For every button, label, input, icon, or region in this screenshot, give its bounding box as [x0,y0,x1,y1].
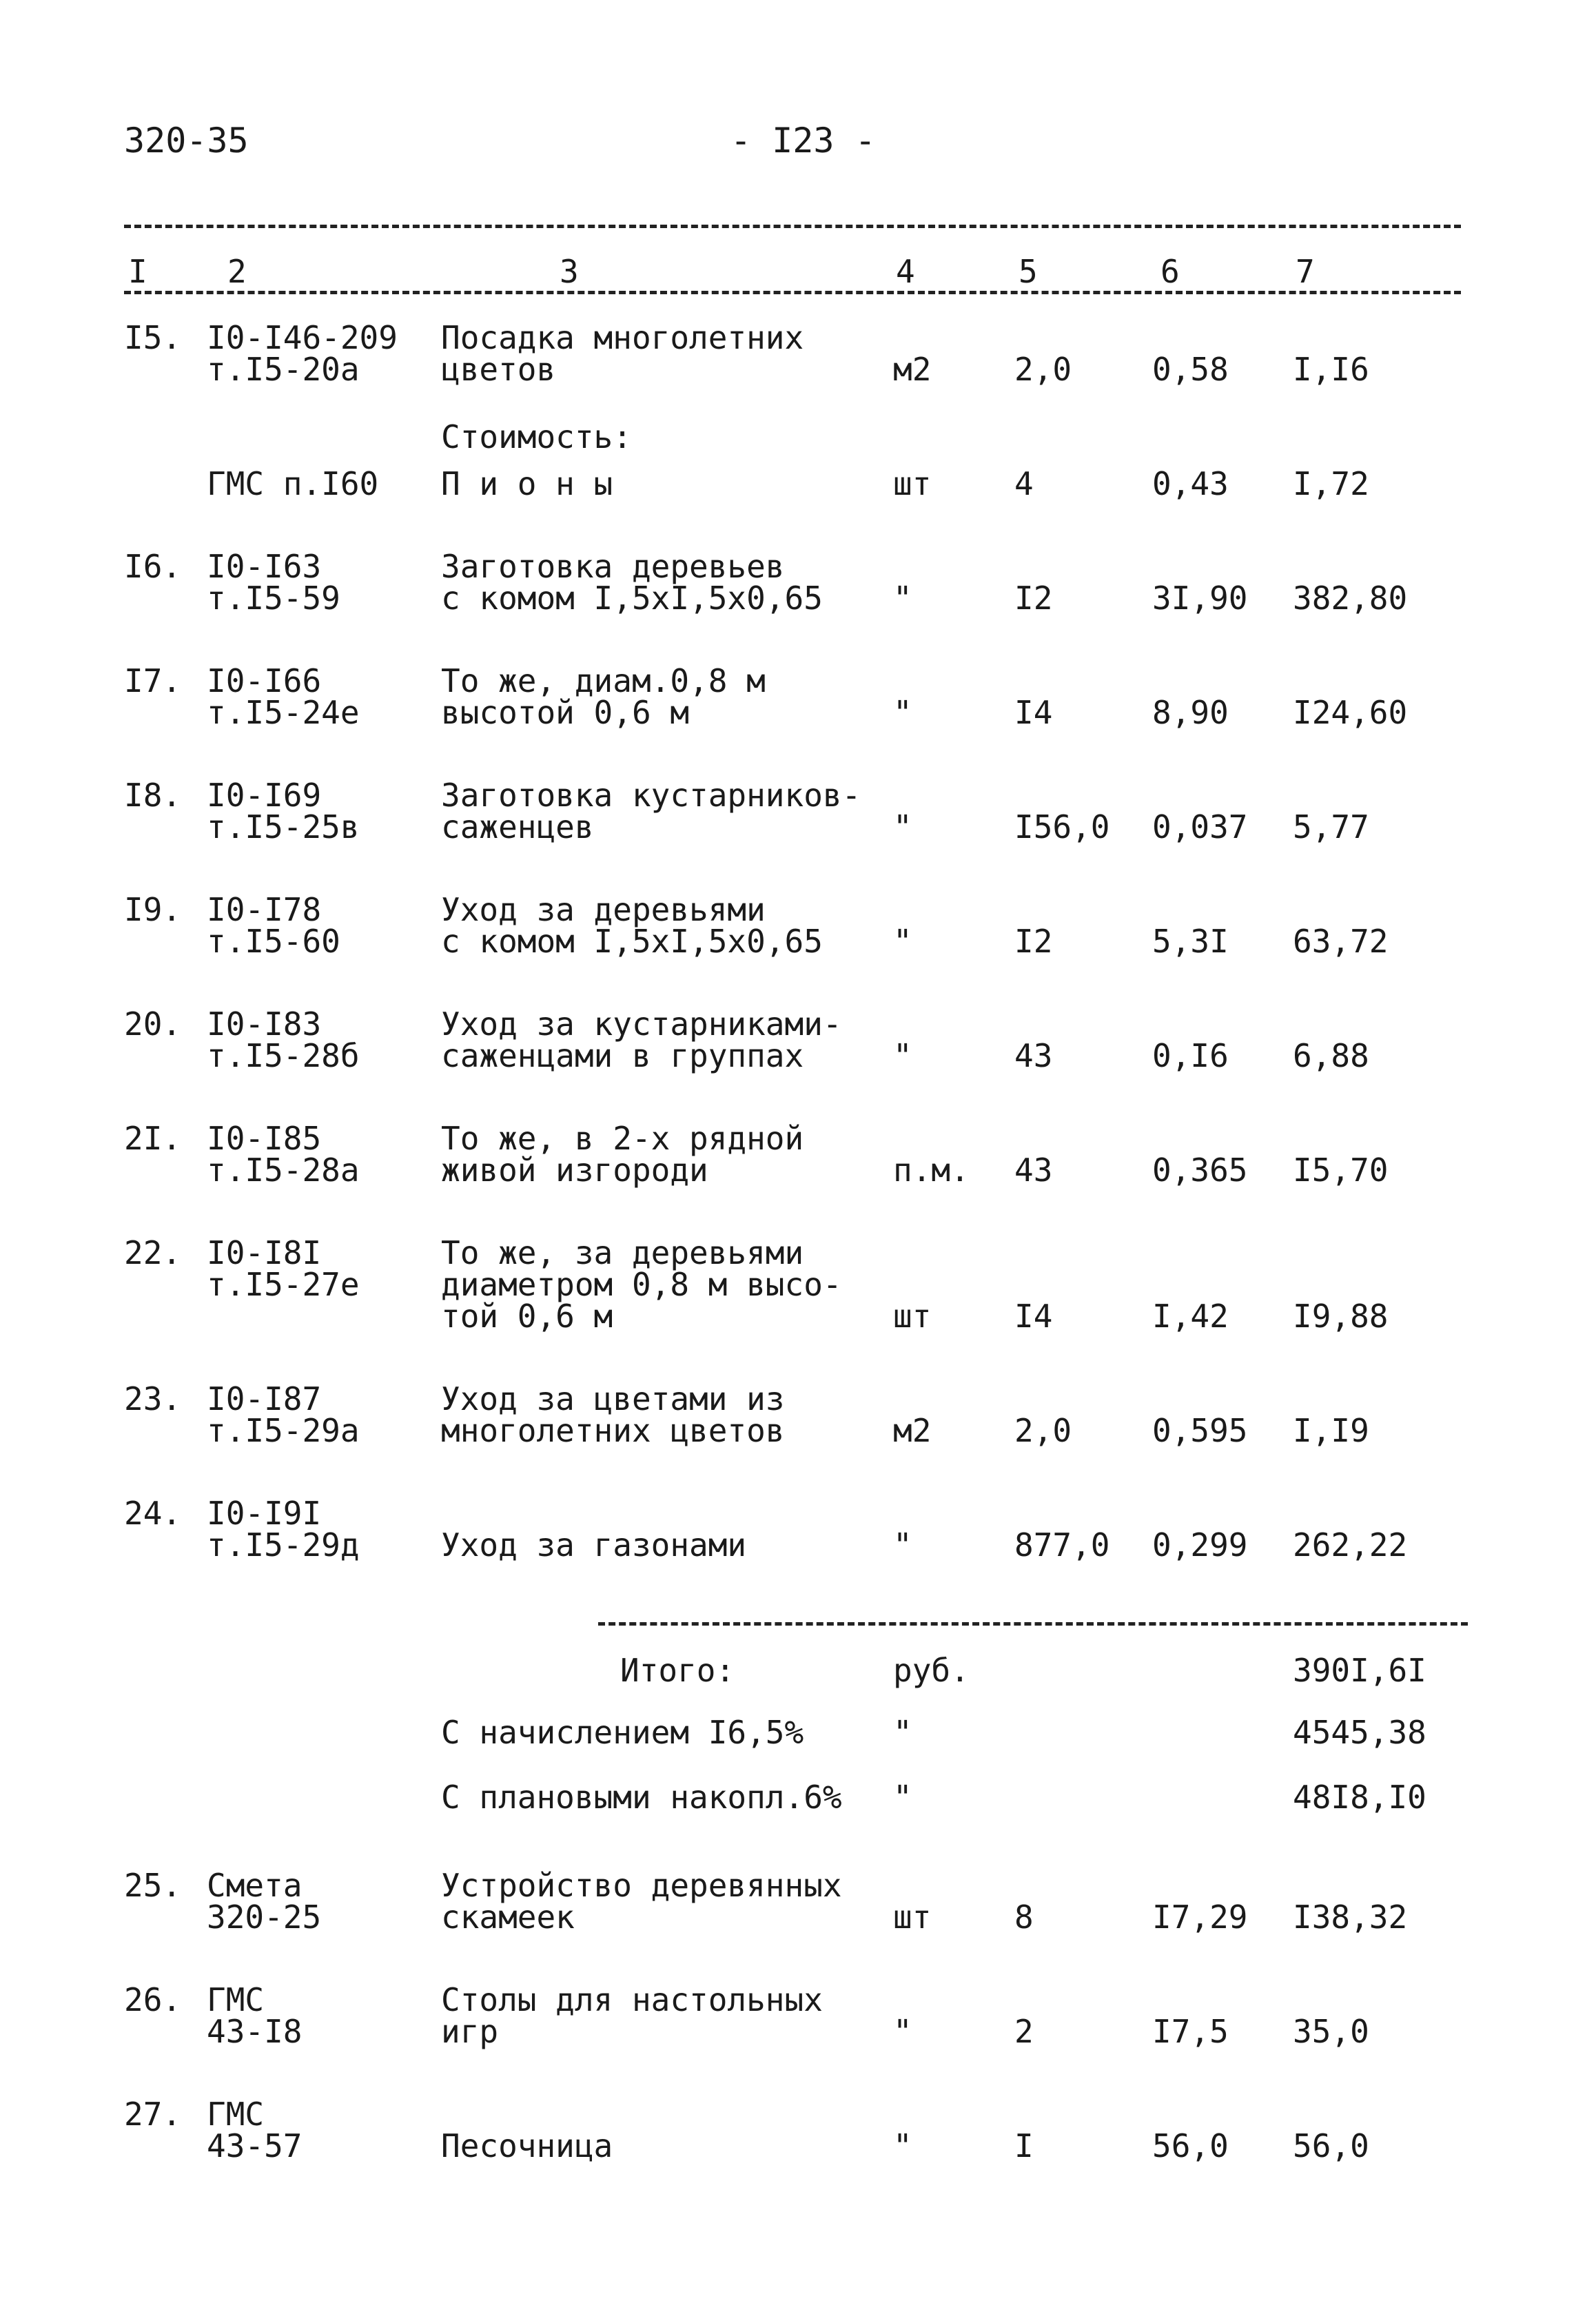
row-unit: м2 [893,351,932,388]
row-number: 23. [124,1380,182,1417]
row-code: т.I5-20а [207,351,360,388]
row-total: 382,80 [1293,580,1408,617]
row-total: I,72 [1293,465,1369,502]
col-header-3: 3 [560,253,579,290]
totals-rule [598,1622,1468,1626]
row-code: I0-I69 [207,777,322,814]
row-description: Устройство деревянных [441,1867,842,1904]
row-description: игр [441,2013,499,2050]
col-header-4: 4 [896,253,915,290]
row-code: I0-I78 [207,891,322,928]
row-description: Уход за деревьями [441,891,766,928]
row-unit: шт [893,1898,932,1936]
row-code: I0-I46-209 [207,319,398,356]
row-description: Посадка многолетних [441,319,804,356]
row-description: многолетних цветов [441,1412,785,1449]
row-total: 56,0 [1293,2127,1369,2164]
row-quantity: 4 [1014,465,1034,502]
col-header-7: 7 [1296,253,1315,290]
row-description: Уход за газонами [441,1526,747,1564]
col-header-6: 6 [1160,253,1180,290]
row-quantity: 43 [1014,1037,1053,1074]
row-price: 0,I6 [1152,1037,1229,1074]
row-number: 2I. [124,1120,182,1157]
row-unit: " [893,2127,912,2164]
row-number: 27. [124,2096,182,2133]
col-header-1: I [128,253,147,290]
row-unit: шт [893,1298,932,1335]
row-code: ГМС [207,2096,265,2133]
row-price: 0,58 [1152,351,1229,388]
row-description: цветов [441,351,556,388]
row-description: саженцев [441,808,594,846]
row-unit: м2 [893,1412,932,1449]
row-code: т.I5-29д [207,1526,360,1564]
row-code: I0-I66 [207,662,322,699]
row-price: 0,595 [1152,1412,1248,1449]
row-quantity: 877,0 [1014,1526,1110,1564]
row-total: I,I6 [1293,351,1369,388]
row-quantity: 43 [1014,1152,1053,1189]
row-unit: " [893,580,912,617]
row-price: I7,29 [1152,1898,1248,1936]
row-quantity: I4 [1014,1298,1053,1335]
row-code: I0-I9I [207,1495,322,1532]
row-quantity: 2,0 [1014,351,1072,388]
row-description: высотой 0,6 м [441,694,690,731]
row-number: I9. [124,891,182,928]
row-code: 43-57 [207,2127,303,2164]
row-unit: " [893,694,912,731]
markup-unit: " [893,1714,912,1751]
row-quantity: I4 [1014,694,1053,731]
row-description: Песочница [441,2127,613,2164]
row-number: 26. [124,1981,182,2018]
row-number: I8. [124,777,182,814]
row-description: То же, за деревьями [441,1234,804,1271]
row-code: I0-I8I [207,1234,322,1271]
row-total: 6,88 [1293,1037,1369,1074]
row-quantity: 2,0 [1014,1412,1072,1449]
row-total: 63,72 [1293,923,1389,960]
row-number: I6. [124,548,182,585]
row-number: 25. [124,1867,182,1904]
row-price: 56,0 [1152,2127,1229,2164]
row-total: I24,60 [1293,694,1408,731]
row-total: I,I9 [1293,1412,1369,1449]
row-price: I,42 [1152,1298,1229,1335]
row-description: Заготовка кустарников- [441,777,861,814]
row-description: скамеек [441,1898,575,1936]
row-code: т.I5-59 [207,580,340,617]
row-unit: " [893,808,912,846]
row-code: т.I5-25в [207,808,360,846]
planned-value: 48I8,I0 [1293,1779,1426,1816]
row-code: ГМС п.I60 [207,465,379,502]
row-code: т.I5-24е [207,694,360,731]
row-code: 320-25 [207,1898,322,1936]
row-code: I0-I87 [207,1380,322,1417]
row-number: I7. [124,662,182,699]
row-description: То же, в 2-х рядной [441,1120,804,1157]
row-quantity: I2 [1014,923,1053,960]
row-description: живой изгороди [441,1152,708,1189]
row-total: I9,88 [1293,1298,1389,1335]
col-header-2: 2 [227,253,247,290]
row-quantity: 2 [1014,2013,1034,2050]
row-description: диаметром 0,8 м высо- [441,1266,842,1303]
row-unit: " [893,1037,912,1074]
row-number: 20. [124,1005,182,1043]
row-code: I0-I85 [207,1120,322,1157]
planned-unit: " [893,1779,912,1816]
row-total: 262,22 [1293,1526,1408,1564]
row-code: ГМС [207,1981,265,2018]
row-description: То же, диам.0,8 м [441,662,766,699]
row-price: 0,365 [1152,1152,1248,1189]
row-number: 22. [124,1234,182,1271]
row-unit: " [893,923,912,960]
row-price: 0,037 [1152,808,1248,846]
row-description: с комом I,5хI,5х0,65 [441,923,823,960]
row-description: с комом I,5хI,5х0,65 [441,580,823,617]
markup-label: С начислением I6,5% [441,1714,804,1751]
col-header-5: 5 [1019,253,1038,290]
row-unit: " [893,1526,912,1564]
row-description: саженцами в группах [441,1037,804,1074]
row-price: 0,43 [1152,465,1229,502]
row-code: Смета [207,1867,303,1904]
row-code: т.I5-27е [207,1266,360,1303]
row-quantity: I [1014,2127,1034,2164]
total-unit: руб. [893,1652,970,1689]
row-code: I0-I63 [207,548,322,585]
row-description: той 0,6 м [441,1298,613,1335]
cost-label: Стоимость: [441,418,632,456]
row-total: I5,70 [1293,1152,1389,1189]
row-code: т.I5-29а [207,1412,360,1449]
top-rule [124,225,1461,228]
total-label: Итого: [620,1652,735,1689]
row-quantity: 8 [1014,1898,1034,1936]
row-code: т.I5-28а [207,1152,360,1189]
row-total: 35,0 [1293,2013,1369,2050]
row-number: 24. [124,1495,182,1532]
row-number: I5. [124,319,182,356]
row-quantity: I2 [1014,580,1053,617]
row-description: Заготовка деревьев [441,548,785,585]
row-description: Уход за цветами из [441,1380,785,1417]
header-rule [124,291,1461,294]
row-price: 0,299 [1152,1526,1248,1564]
row-code: т.I5-60 [207,923,340,960]
row-description: П и о н ы [441,465,613,502]
document-id: 320-35 [124,121,249,161]
row-total: 5,77 [1293,808,1369,846]
row-price: 3I,90 [1152,580,1248,617]
markup-value: 4545,38 [1293,1714,1426,1751]
total-value: 390I,6I [1293,1652,1426,1689]
row-code: I0-I83 [207,1005,322,1043]
planned-label: С плановыми накопл.6% [441,1779,842,1816]
row-code: 43-I8 [207,2013,303,2050]
row-unit: " [893,2013,912,2050]
row-price: I7,5 [1152,2013,1229,2050]
page-number: - I23 - [730,121,876,161]
row-unit: п.м. [893,1152,970,1189]
row-description: Уход за кустарниками- [441,1005,842,1043]
row-quantity: I56,0 [1014,808,1110,846]
row-description: Столы для настольных [441,1981,823,2018]
row-code: т.I5-28б [207,1037,360,1074]
row-unit: шт [893,465,932,502]
row-total: I38,32 [1293,1898,1408,1936]
row-price: 5,3I [1152,923,1229,960]
row-price: 8,90 [1152,694,1229,731]
